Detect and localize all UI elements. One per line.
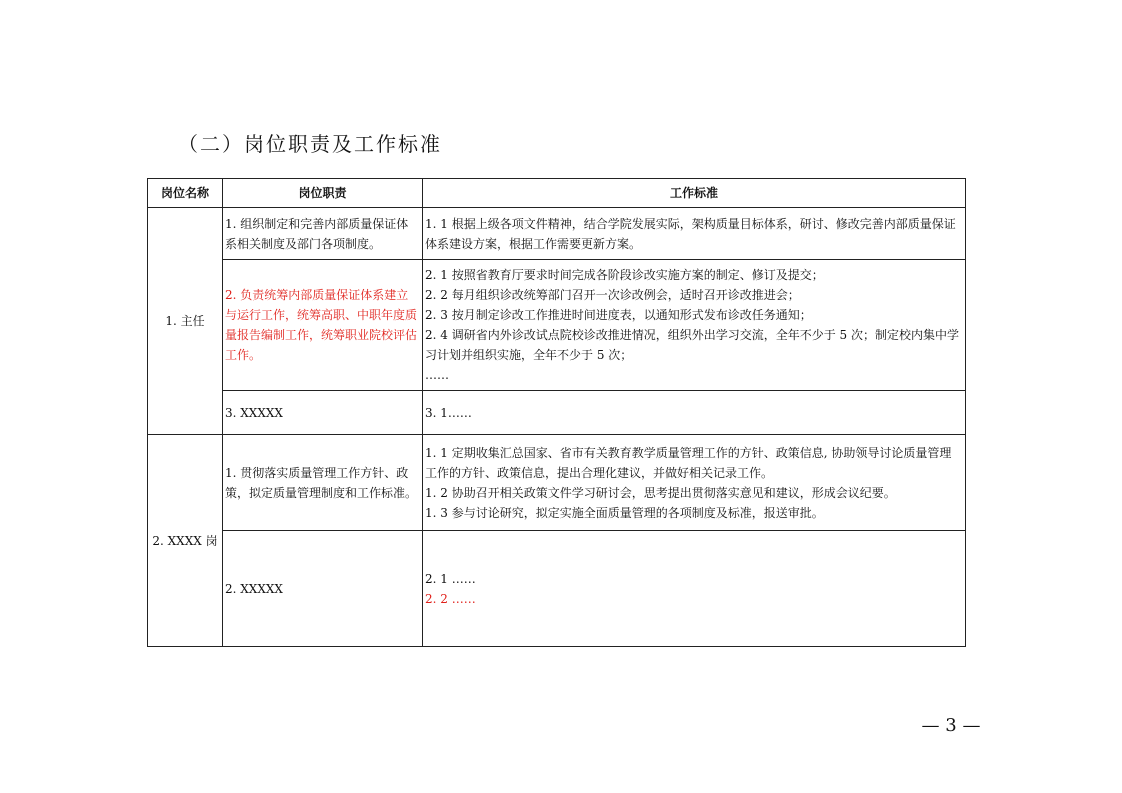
table-row <box>148 260 966 391</box>
table-row <box>148 208 966 260</box>
standard-cell <box>423 391 966 435</box>
header-standard: 工作标准 <box>423 179 966 208</box>
table-row <box>148 531 966 647</box>
page-number: — 3 — <box>921 715 981 736</box>
standard-text: 1. 2 协助召开相关政策文件学习研讨会，思考提出贯彻落实意见和建议，形成会议纪要。 <box>425 485 896 500</box>
standard-text: 2. 1 按照省教育厅要求时间完成各阶段诊改实施方案的制定、修订及提交； <box>425 268 824 282</box>
standard-text: 2. 2 …… <box>425 591 476 606</box>
standard-cell <box>423 260 966 391</box>
standard-text: 1. 1 根据上级各项文件精神，结合学院发展实际，架构质量目标体系，研讨、修改完善内部质量保证体系建设方案，根据工作需要更新方案。 <box>425 216 956 251</box>
duty-cell <box>223 260 423 391</box>
post-name-cell: 2. XXXX 岗 <box>148 435 223 647</box>
duty-text: 1. 贯彻落实质量管理工作方针、政策，拟定质量管理制度和工作标准。 <box>225 465 418 500</box>
duty-text: 2. 负责统筹内部质量保证体系建立与运行工作，统筹高职、中职年度质量报告编制工作，统筹职业院校评估工作。 <box>225 288 418 362</box>
standard-text: 1. 3 参与讨论研究，拟定实施全面质量管理的各项制度及标准，报送审批。 <box>425 505 824 520</box>
post-name-cell: 1. 主任 <box>148 208 223 435</box>
standard-text: 3. 1…… <box>425 405 472 420</box>
duty-table <box>147 178 966 647</box>
header-duty: 岗位职责 <box>223 179 423 208</box>
header-post-name: 岗位名称 <box>148 179 223 208</box>
standard-text: 2. 3 按月制定诊改工作推进时间进度表，以通知形式发布诊改任务通知； <box>425 308 812 322</box>
duty-text: 3. XXXXX <box>225 405 283 420</box>
section-title: （二）岗位职责及工作标准 <box>178 132 442 156</box>
standard-cell <box>423 435 966 531</box>
standard-text: …… <box>425 368 449 382</box>
standard-text: 2. 1 …… <box>425 571 476 586</box>
standard-cell <box>423 531 966 647</box>
duty-cell <box>223 391 423 435</box>
table-row <box>148 435 966 531</box>
duty-cell <box>223 435 423 531</box>
standard-cell <box>423 208 966 260</box>
standard-text: 1. 1 定期收集汇总国家、省市有关教育教学质量管理工作的方针、政策信息, 协助领导讨论质量管理工作的方针、政策信息，提出合理化建议，并做好相关记录工作。 <box>425 445 952 480</box>
standard-text: 2. 2 每月组织诊改统筹部门召开一次诊改例会，适时召开诊改推进会； <box>425 288 800 302</box>
table-header-row <box>148 179 966 208</box>
duty-text: 2. XXXXX <box>225 581 283 596</box>
duty-text: 1. 组织制定和完善内部质量保证体系相关制度及部门各项制度。 <box>225 216 409 251</box>
standard-text: 2. 4 调研省内外诊改试点院校诊改推进情况，组织外出学习交流，全年不少于 5 次；制定校内集中学习计划并组织实施，全年不少于 5 次； <box>425 328 959 362</box>
table-row <box>148 391 966 435</box>
duty-cell <box>223 531 423 647</box>
duty-cell <box>223 208 423 260</box>
